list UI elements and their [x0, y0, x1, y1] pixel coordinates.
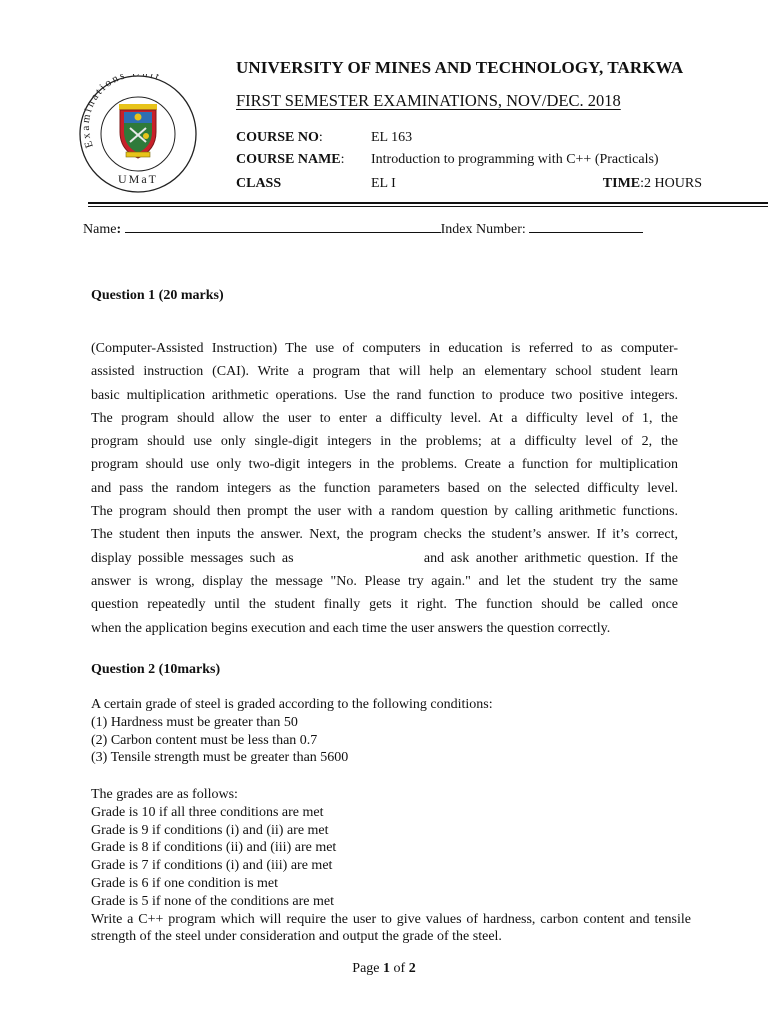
question-2-heading: Question 2 (10marks): [91, 662, 221, 677]
q2-condition: (2) Carbon content must be less than 0.7: [91, 732, 318, 748]
q2-grade: Grade is 10 if all three conditions are met: [91, 804, 324, 820]
time-field: TIME:2 HOURS: [602, 176, 702, 191]
q1-line: The program should then prompt the user with a random question by calling arithmetic functions.: [91, 504, 678, 520]
name-blank[interactable]: [125, 231, 441, 233]
header-rule-thin: [88, 206, 768, 207]
index-number-label: Index Number:: [440, 222, 526, 237]
course-name-row: [236, 152, 706, 172]
course-name-label: COURSE NAME:: [236, 152, 345, 167]
q1-line: The student then inputs the answer. Next, the program checks the student’s answer. If it’s correct,: [91, 527, 678, 543]
q2-grade: Grade is 8 if conditions (ii) and (iii) are met: [91, 840, 337, 856]
q1-line: question repeatedly until the student finally gets it right. The function should be called once: [91, 597, 678, 613]
q2-grade: Grade is 6 if one condition is met: [91, 875, 279, 891]
student-info-line: Name: Index Number:: [83, 222, 643, 238]
course-no-label: COURSE NO:: [236, 130, 323, 145]
question-1-heading: Question 1 (20 marks): [91, 288, 224, 303]
q1-line: and pass the random integers as the function parameters based on the selected difficulty level.: [91, 480, 678, 496]
course-no-value: EL 163: [371, 130, 413, 145]
question-2-conditions: [91, 696, 493, 767]
q2-grade: Grade is 7 if conditions (i) and (iii) are met: [91, 858, 333, 874]
q2-grades-intro: The grades are as follows:: [91, 787, 238, 802]
q2-grade: Grade is 5 if none of the conditions are met: [91, 893, 334, 909]
q1-line: program should use only two-digit integers in the problems. Create a function for multiplication: [91, 457, 678, 473]
q2-intro: A certain grade of steel is graded according to the following conditions:: [91, 697, 493, 712]
question-1-body: [91, 337, 678, 640]
question-2-grades: [91, 786, 691, 946]
class-row: [236, 176, 706, 196]
course-no-row: [236, 130, 706, 150]
q1-line: (Computer-Assisted Instruction) The use of computers in education is referred to as computer-: [91, 341, 678, 356]
course-name-value: Introduction to programming with C++ (Practicals): [371, 152, 659, 167]
q1-line: basic multiplication arithmetic operations. Use the rand function to produce two positive integers.: [91, 387, 678, 403]
shield-icon: [119, 104, 157, 158]
q1-line: display possible messages such as and ask another arithmetic question. If the: [91, 550, 678, 566]
seal-ring-text: Examinations it: [79, 74, 163, 150]
q1-line: when the application begins execution and each time the user answers the question correctly.: [91, 620, 611, 636]
class-label: CLASS: [236, 176, 282, 191]
q1-line: assisted instruction (CAI). Write a program that will help an elementary school student learn: [91, 364, 678, 380]
q2-task: Write a C++ program which will require the user to give values of hardness, carbon content and tensile strength of the steel under consideration and output the grade of the steel.: [91, 911, 691, 945]
page-number: Page 1 of 2: [352, 961, 416, 976]
q2-grade: Grade is 9 if conditions (i) and (ii) are met: [91, 822, 329, 838]
q2-condition: (1) Hardness must be greater than 50: [91, 714, 298, 730]
class-value: EL I: [371, 176, 396, 191]
umat-examinations-seal: [72, 74, 204, 194]
q2-condition: (3) Tensile strength must be greater than 5600: [91, 750, 349, 766]
semester-title: FIRST SEMESTER EXAMINATIONS, NOV/DEC. 2018: [236, 91, 621, 110]
q1-line: program should use only single-digit integers in the problems; at a difficulty level of 2, the: [91, 434, 678, 450]
index-number-blank[interactable]: [529, 231, 643, 233]
q1-line: answer is wrong, display the message "No. Please try again." and let the student try the same: [91, 573, 678, 589]
q1-line: The program should allow the user to enter a difficulty level. At a difficulty level of 1, the: [91, 410, 678, 426]
seal-bottom-text: UMaT: [118, 172, 158, 186]
university-name: UNIVERSITY OF MINES AND TECHNOLOGY, TARKWA: [236, 58, 684, 77]
seal-graphic: [72, 74, 204, 194]
name-label: Name: [83, 222, 117, 237]
header-rule-thick: [88, 202, 768, 204]
